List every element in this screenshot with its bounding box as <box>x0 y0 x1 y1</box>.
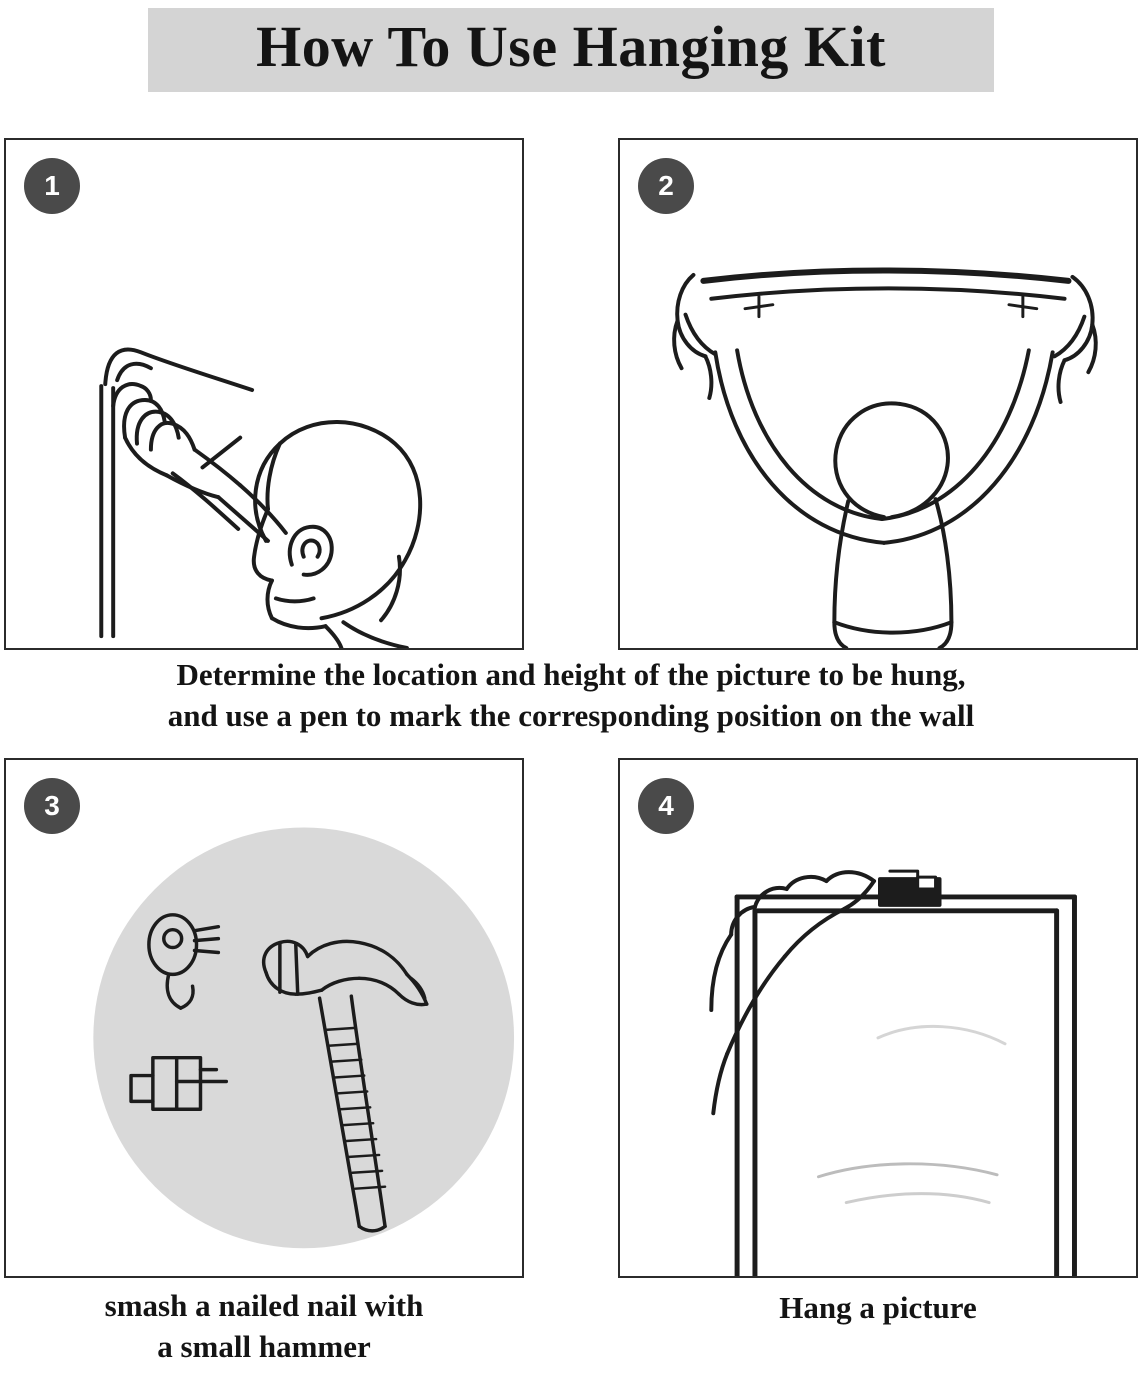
step-2-illustration <box>620 140 1136 648</box>
caption-line-1: smash a nailed nail with <box>104 1288 424 1323</box>
step-4-illustration <box>620 760 1136 1276</box>
step-3-illustration <box>6 760 522 1276</box>
caption-line-2: a small hammer <box>157 1328 371 1364</box>
step-number-badge-3: 3 <box>24 778 80 834</box>
step-panel-3 <box>4 758 524 1278</box>
step-number-badge-2: 2 <box>638 158 694 214</box>
circle-backdrop <box>93 827 514 1248</box>
caption-step-3 <box>4 1286 524 1368</box>
page-title: How To Use Hanging Kit <box>256 13 886 79</box>
caption-steps-1-2 <box>40 655 1102 737</box>
step-number-badge-4: 4 <box>638 778 694 834</box>
step-number-badge-1: 1 <box>24 158 80 214</box>
caption-step-4 <box>618 1288 1138 1329</box>
step-panel-1 <box>4 138 524 650</box>
caption-line-1: Determine the location and height of the picture to be hung, <box>176 657 966 692</box>
caption-line-1: Hang a picture <box>779 1290 977 1325</box>
step-panel-2 <box>618 138 1138 650</box>
step-1-illustration <box>6 140 522 648</box>
step-panel-4 <box>618 758 1138 1278</box>
caption-line-2: and use a pen to mark the corresponding position on the wall <box>167 697 975 733</box>
